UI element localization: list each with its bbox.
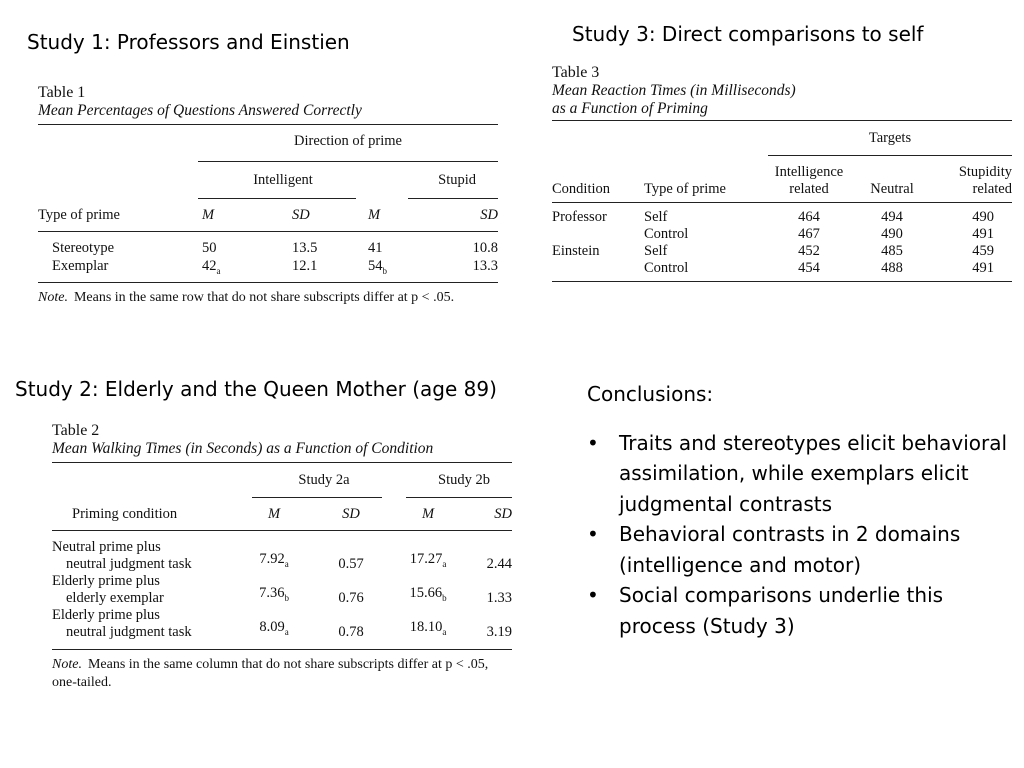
table3-group-header: Targets — [868, 129, 912, 146]
study1-heading: Study 1: Professors and Einstien — [27, 30, 350, 54]
study2-heading: Study 2: Elderly and the Queen Mother (age 89) — [15, 377, 497, 401]
table2-row-header: Priming condition — [72, 505, 178, 522]
table2-number: Table 2 — [52, 422, 100, 439]
table-row: Elderly prime plus elderly exemplar $7.36_b$ 0.76 $15.66_b$ 1.33 — [52, 573, 512, 606]
table1-group-header: Direction of prime — [294, 132, 402, 149]
conclusions-list — [587, 428, 1017, 642]
table1-stat-m2: M — [368, 206, 381, 223]
table2 — [52, 422, 512, 692]
table1-grid — [38, 125, 498, 283]
table3-col-type: Type of prime — [644, 181, 726, 197]
table3-caption-line1: Mean Reaction Times (in Milliseconds) — [552, 82, 796, 99]
list-item: • Traits and stereotypes elicit behavioral assimilation, while exemplars elicit judgmental contrasts — [587, 428, 1017, 520]
table1 — [38, 84, 498, 307]
table2-note: Note. Means in the same column that do not share subscripts differ at p < .05, one-tailed. — [52, 657, 489, 690]
list-item: • Behavioral contrasts in 2 domains (intelligence and motor) — [587, 519, 1017, 580]
table-row: Control 467 490 491 — [644, 226, 994, 242]
table-row: Stereotype 50 13.5 41 10.8 — [52, 240, 498, 257]
table2-subheader-2a: Study 2a — [298, 471, 350, 488]
table3-caption-line2: as a Function of Priming — [552, 100, 708, 117]
table-row: Einstein Self 452 485 459 — [552, 243, 994, 259]
table1-number: Table 1 — [38, 84, 86, 101]
study3-heading: Study 3: Direct comparisons to self — [572, 22, 924, 46]
table1-row-header: Type of prime — [38, 206, 120, 223]
bullet-icon: • — [587, 522, 599, 546]
table1-subheader-intelligent: Intelligent — [253, 171, 313, 188]
table-row: Control 454 488 491 — [644, 260, 994, 276]
conclusions — [587, 379, 1017, 641]
table-row: Neutral prime plus neutral judgment task $7.92_a$ 0.57 $17.27_a$ 2.44 — [52, 539, 512, 572]
bullet-icon: • — [587, 583, 599, 607]
table-row: Elderly prime plus neutral judgment task $8.09_a$ 0.78 $18.10_a$ 3.19 — [52, 607, 512, 640]
conclusions-title: Conclusions: — [587, 382, 714, 406]
table1-stat-sd2: SD — [480, 206, 498, 223]
table3-col-neutral: Neutral — [870, 181, 914, 197]
list-item: • Social comparisons underlie this process (Study 3) — [587, 580, 1017, 641]
table-row: Exemplar $42_a$ 12.1 $54_b$ 13.3 — [52, 257, 498, 276]
bullet-icon: • — [587, 430, 599, 455]
table3-number: Table 3 — [552, 64, 600, 81]
table3 — [552, 64, 1012, 282]
table2-grid: Study 2a Study 2b Priming condition M SD M SD Neutral prime plus neutral judgment task $7.92_a$ 0.57 $17.27_a$ 2.44 Elderly prime plus elderly exemplar $7.36_b$ 0.76 $15.66_b$ 1.33 Elderly prime plus neutral judgment task $8.09_a$ 0.78 $18.10_a$ 3.19 — [52, 463, 512, 650]
table3-grid: Targets Condition Type of prime Intelligence related Neutral Stupidity related Professor Self 464 494 490 Control 467 490 491 Einstein Self 452 485 459 Control 454 488 491 — [552, 121, 1012, 282]
table2-caption: Mean Walking Times (in Seconds) as a Function of Condition — [52, 440, 434, 457]
table2-subheader-2b: Study 2b — [438, 471, 490, 488]
table1-caption: Mean Percentages of Questions Answered Correctly — [38, 102, 362, 119]
table1-subheader-stupid: Stupid — [438, 171, 476, 188]
table1-note: Note. Means in the same row that do not share subscripts differ at p < .05. — [38, 289, 455, 305]
table1-stat-sd1: SD — [292, 206, 310, 223]
table-row: Professor Self 464 494 490 — [552, 209, 994, 225]
table1-stat-m1: M — [202, 206, 215, 223]
table3-col-condition: Condition — [552, 181, 611, 197]
